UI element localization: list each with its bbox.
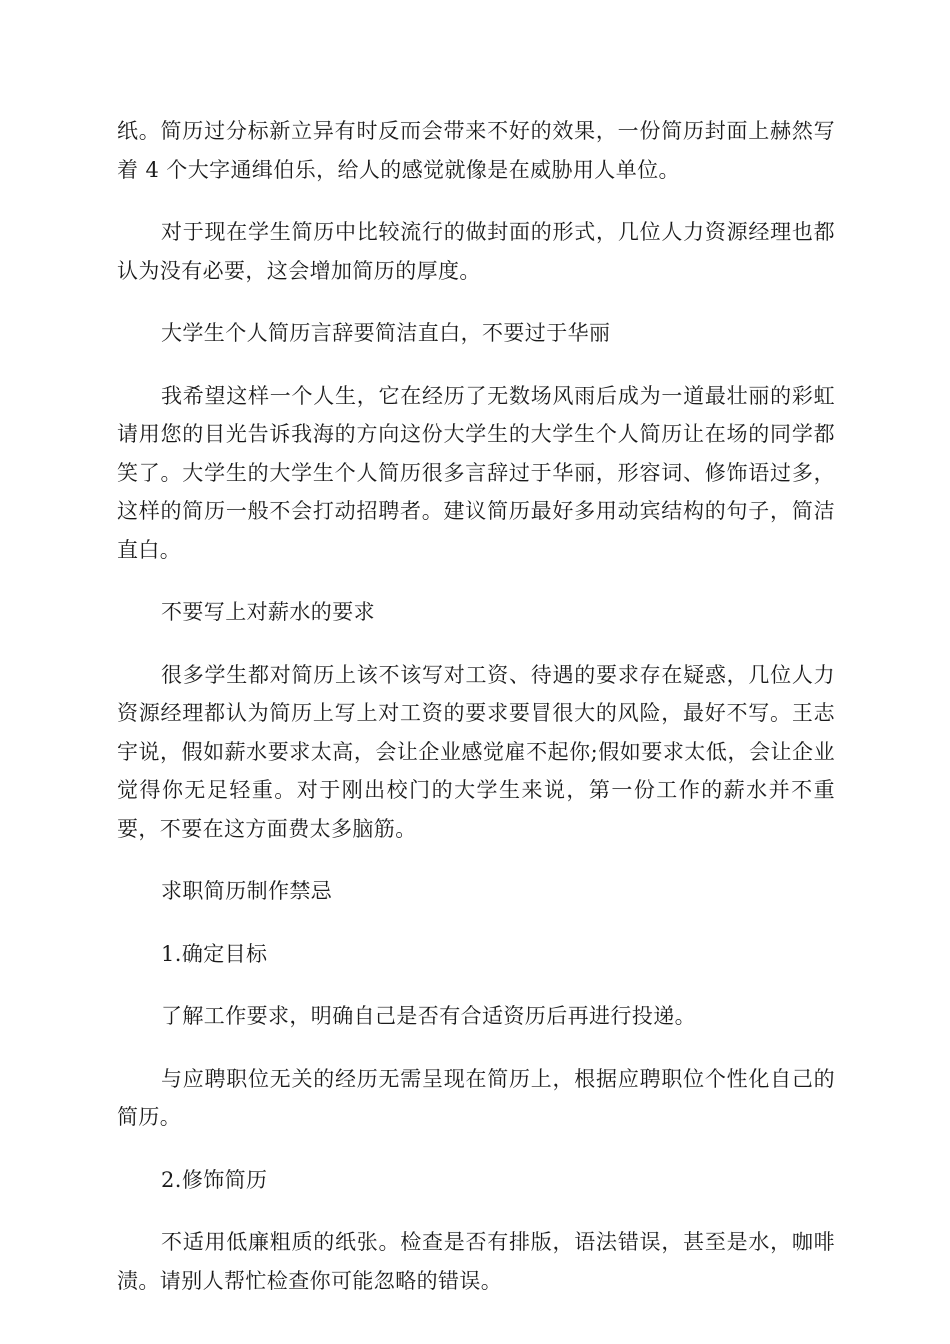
paragraph-cover-warning: 纸。简历过分标新立异有时反而会带来不好的效果，一份简历封面上赫然写着 4 个大字通缉伯乐，给人的感觉就像是在威胁用人单位。 <box>117 119 835 182</box>
document-page <box>117 112 835 1324</box>
paragraph-job-requirements: 了解工作要求，明确自己是否有合适资历后再进行投递。 <box>161 1004 696 1028</box>
heading-resume-taboos: 求职简历制作禁忌 <box>161 879 333 903</box>
paragraph-flowery-language: 我希望这样一个人生，它在经历了无数场风雨后成为一道最壮丽的彩虹请用您的目光告诉我海的方向这份大学生的大学生个人简历让在场的同学都笑了。大学生的大学生个人简历很多言辞过于华丽，形容词、修饰语过多，这样的简历一般不会打动招聘者。建议简历最好多用动宾结构的句子，简洁直白。 <box>117 383 835 562</box>
heading-concise-wording: 大学生个人简历言辞要简洁直白，不要过于华丽 <box>161 321 611 345</box>
heading-polish-resume: 2.修饰简历 <box>161 1167 268 1192</box>
heading-define-goal: 1.确定目标 <box>161 941 268 966</box>
heading-salary: 不要写上对薪水的要求 <box>161 600 375 624</box>
paragraph-relevant-experience: 与应聘职位无关的经历无需呈现在简历上，根据应聘职位个性化自己的简历。 <box>117 1066 835 1129</box>
paragraph-salary: 很多学生都对简历上该不该写对工资、待遇的要求存在疑惑，几位人力资源经理都认为简历上写上对工资的要求要冒很大的风险，最好不写。王志宇说，假如薪水要求太高，会让企业感觉雇不起你;假如要求太低，会让企业觉得你无足轻重。对于刚出校门的大学生来说，第一份工作的薪水并不重要，不要在这方面费太多脑筋。 <box>117 662 835 841</box>
paragraph-paper-quality: 不适用低廉粗质的纸张。检查是否有排版，语法错误，甚至是水，咖啡渍。请别人帮忙检查你可能忽略的错误。 <box>117 1230 835 1293</box>
paragraph-cover-form: 对于现在学生简历中比较流行的做封面的形式，几位人力资源经理也都认为没有必要，这会增加简历的厚度。 <box>117 220 835 283</box>
